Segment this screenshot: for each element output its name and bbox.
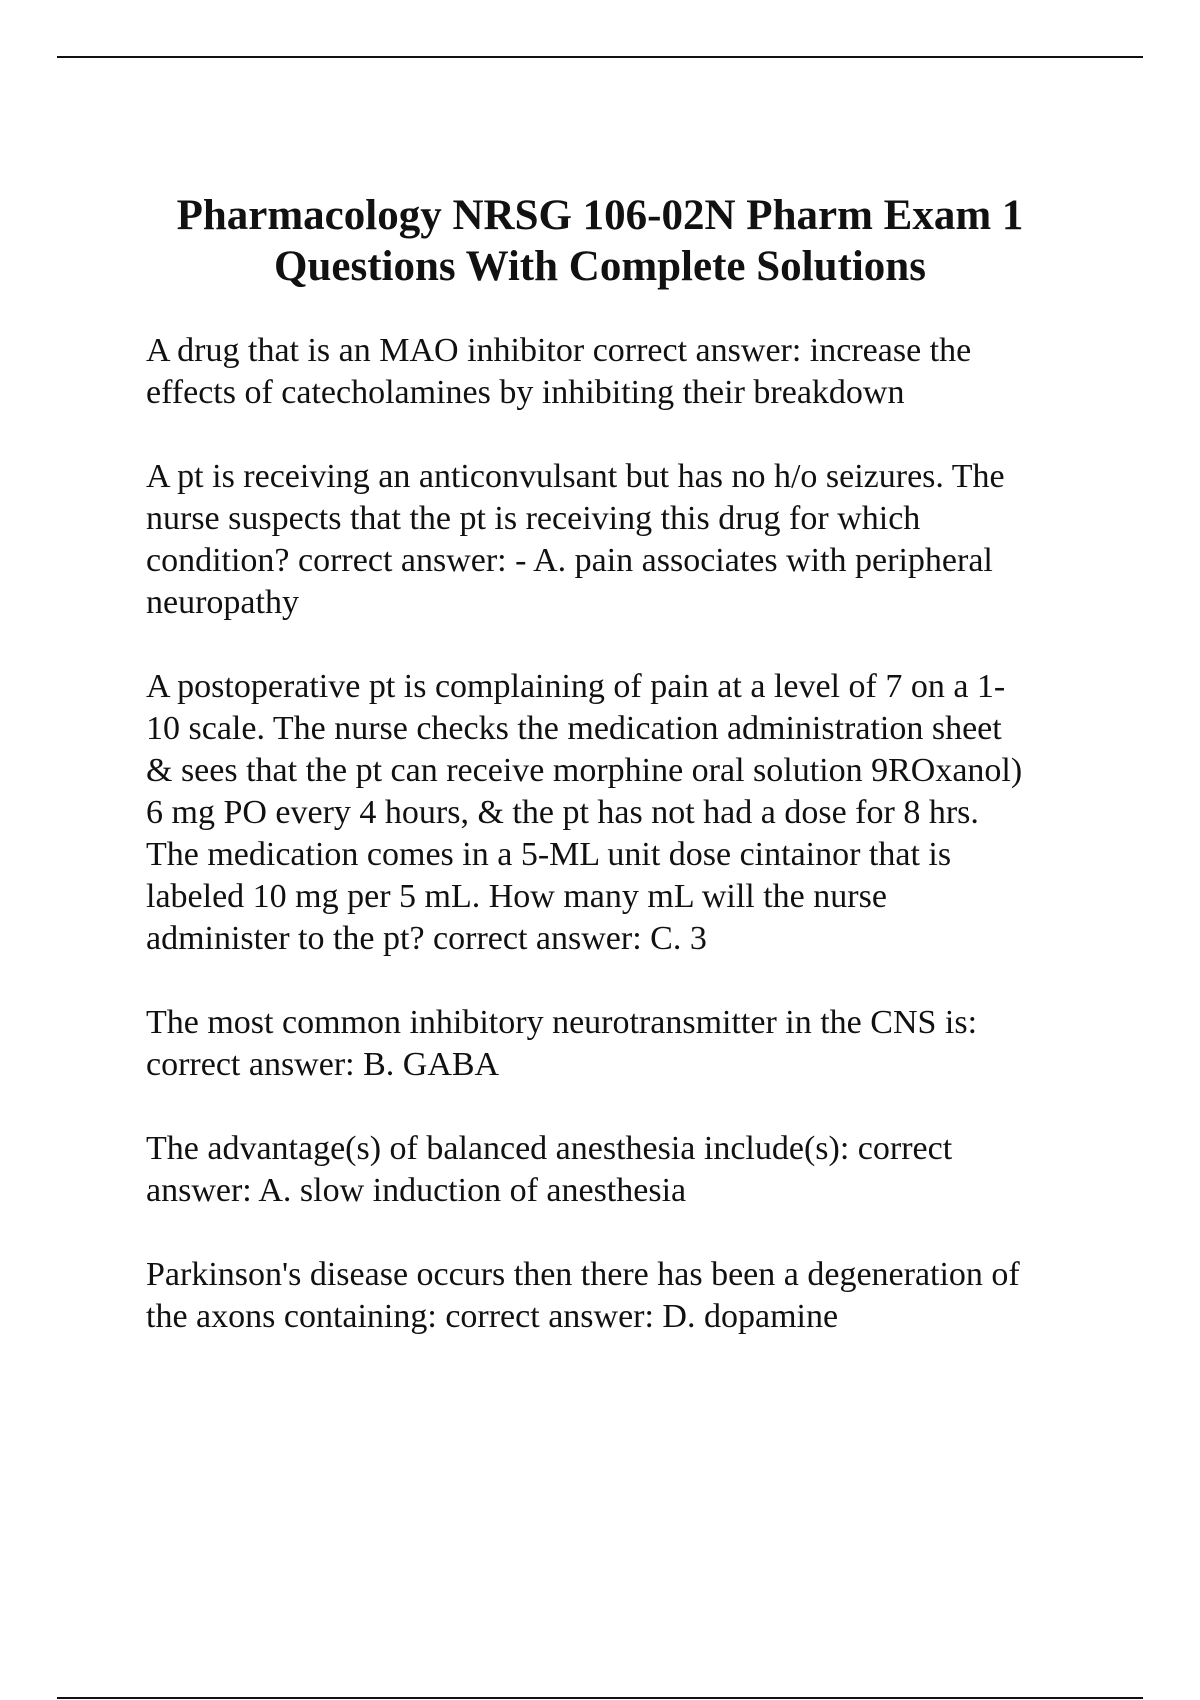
qa-item-balanced-anesthesia [146,1128,1096,1212]
qa-line: The most common inhibitory neurotransmitter in the CNS is: [146,1004,978,1041]
qa-item-anticonvulsant [146,456,1096,624]
qa-line: The advantage(s) of balanced anesthesia include(s): correct [146,1130,953,1167]
title-line-2: Questions With Complete Solutions [274,243,926,290]
document-title [120,190,1080,292]
qa-list [146,330,1096,1380]
qa-line: A postoperative pt is complaining of pain at a level of 7 on a 1- [146,668,1006,705]
qa-line: 6 mg PO every 4 hours, & the pt has not had a dose for 8 hrs. [146,794,979,831]
qa-line: the axons containing: correct answer: D. dopamine [146,1298,839,1335]
qa-line: & sees that the pt can receive morphine oral solution 9ROxanol) [146,752,1023,789]
qa-line: correct answer: B. GABA [146,1046,500,1083]
qa-item-morphine-dose [146,666,1096,960]
qa-line: 10 scale. The nurse checks the medication administration sheet [146,710,1002,747]
qa-line: The medication comes in a 5-ML unit dose cintainor that is [146,836,952,873]
qa-item-mao-inhibitor [146,330,1096,414]
qa-line: effects of catecholamines by inhibiting their breakdown [146,374,905,411]
qa-line: A pt is receiving an anticonvulsant but has no h/o seizures. The [146,458,1005,495]
qa-line: neuropathy [146,584,299,621]
qa-item-inhibitory-neurotransmitter [146,1002,1096,1086]
title-line-1: Pharmacology NRSG 106-02N Pharm Exam 1 [176,192,1024,239]
top-rule [57,56,1143,58]
qa-line: nurse suspects that the pt is receiving this drug for which [146,500,921,537]
qa-line: Parkinson's disease occurs then there has been a degeneration of [146,1256,1020,1293]
qa-line: administer to the pt? correct answer: C. 3 [146,920,707,957]
bottom-rule [57,1697,1143,1699]
qa-item-parkinsons [146,1254,1096,1338]
qa-line: condition? correct answer: - A. pain associates with peripheral [146,542,993,579]
qa-line: labeled 10 mg per 5 mL. How many mL will the nurse [146,878,887,915]
qa-line: answer: A. slow induction of anesthesia [146,1172,687,1209]
qa-line: A drug that is an MAO inhibitor correct answer: increase the [146,332,972,369]
